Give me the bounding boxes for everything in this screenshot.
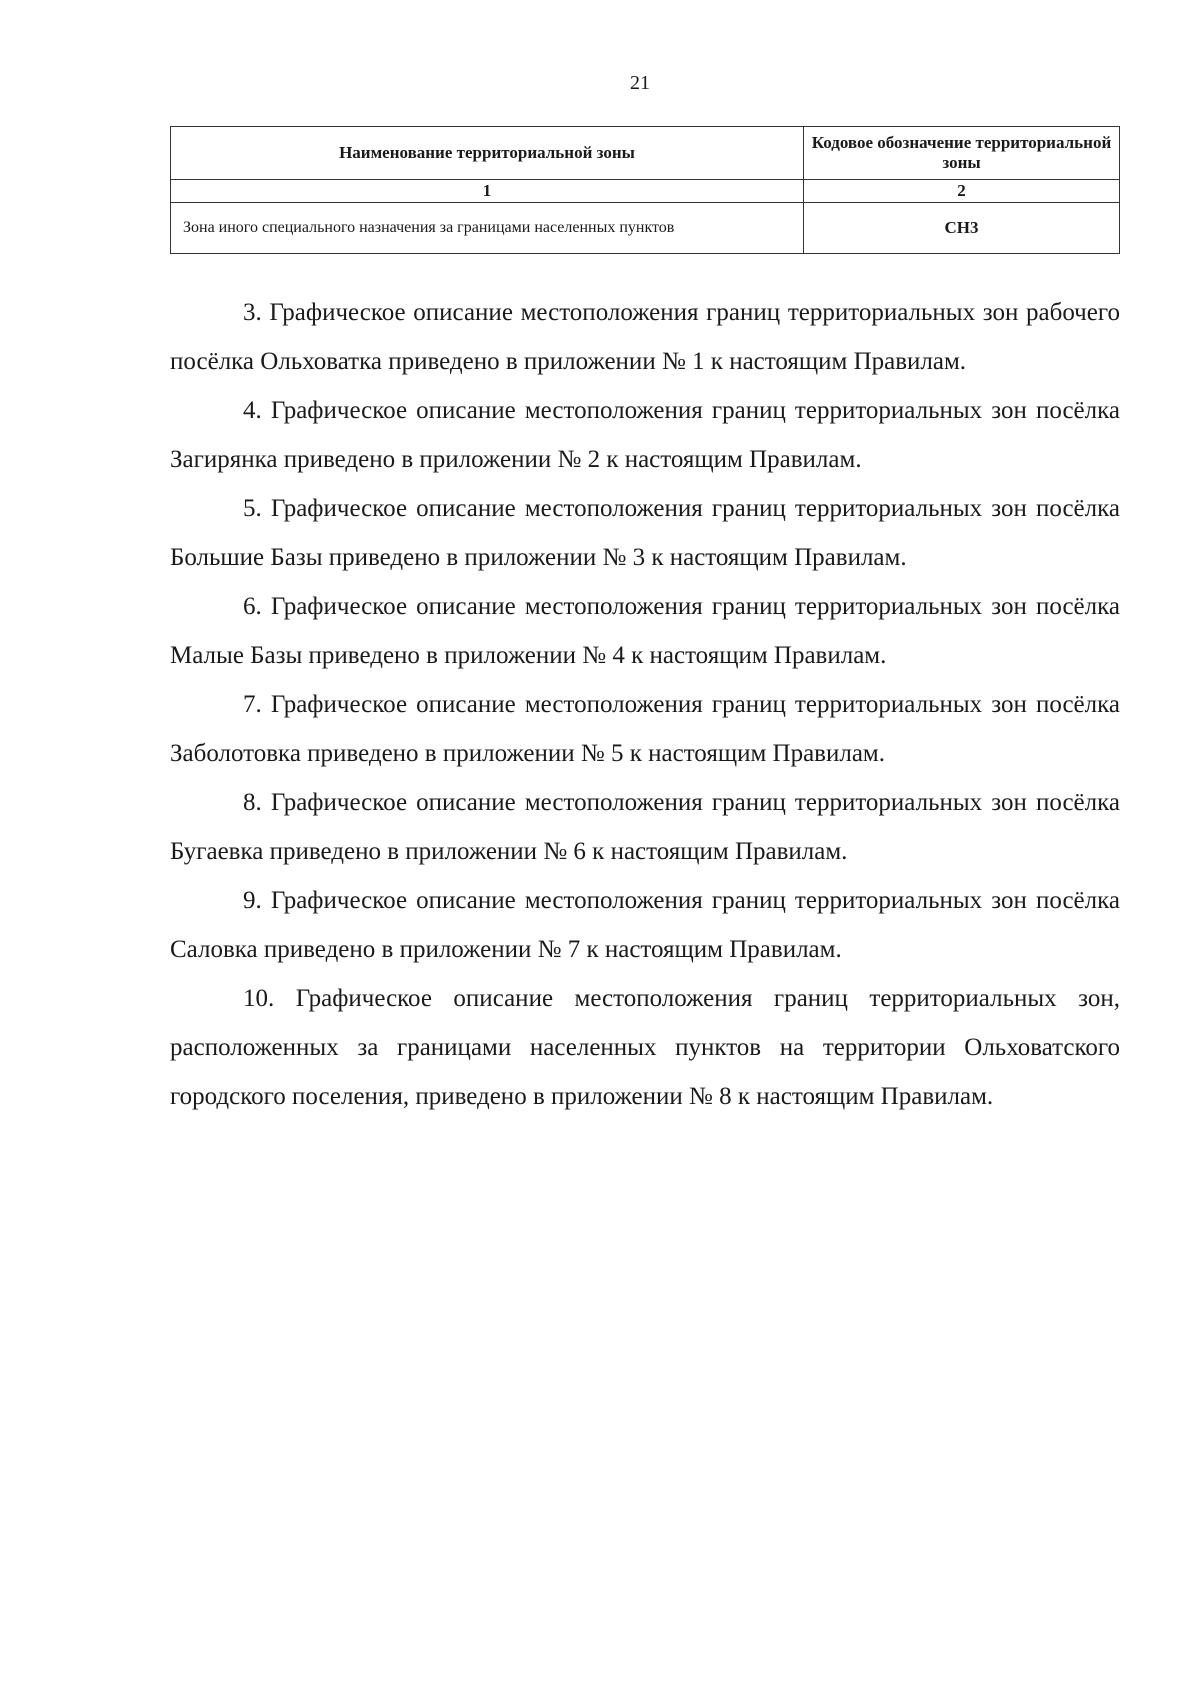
paragraph-3: 3. Графическое описание местоположения границ территориальных зон рабочего посёлка Ольховатка приведено в приложении № 1 к настоящим Правилам. [170, 299, 1120, 375]
table-column-numbers-row [171, 180, 1120, 203]
header-zone-code: Кодовое обозначение территориальной зоны [804, 127, 1120, 180]
table-row [171, 203, 1120, 254]
paragraph-10: 10. Графическое описание местоположения границ территориальных зон, расположенных за границами населенных пунктов на территории Ольховатского городского поселения, приведено в приложении № 8 к настоящим Правилам. [170, 985, 1120, 1110]
paragraph-7: 7. Графическое описание местоположения границ территориальных зон посёлка Заболотовка приведено в приложении № 5 к настоящим Правилам. [170, 691, 1120, 767]
paragraph-6: 6. Графическое описание местоположения границ территориальных зон посёлка Малые Базы приведено в приложении № 4 к настоящим Правилам. [170, 593, 1120, 669]
table-header-row [171, 127, 1120, 180]
paragraph-4: 4. Графическое описание местоположения границ территориальных зон посёлка Загирянка приведено в приложении № 2 к настоящим Правилам. [170, 397, 1120, 473]
column-number-1: 1 [171, 180, 804, 203]
territorial-zones-table [170, 126, 1120, 254]
page-number: 21 [630, 72, 650, 94]
paragraph-9: 9. Графическое описание местоположения границ территориальных зон посёлка Саловка приведено в приложении № 7 к настоящим Правилам. [170, 887, 1120, 963]
zone-name-cell: Зона иного специального назначения за границами населенных пунктов [171, 203, 804, 254]
header-zone-name: Наименование территориальной зоны [171, 127, 804, 180]
paragraph-8: 8. Графическое описание местоположения границ территориальных зон посёлка Бугаевка приведено в приложении № 6 к настоящим Правилам. [170, 789, 1120, 865]
column-number-2: 2 [804, 180, 1120, 203]
paragraph-5: 5. Графическое описание местоположения границ территориальных зон посёлка Большие Базы приведено в приложении № 3 к настоящим Правилам. [170, 495, 1120, 571]
zone-code-cell: СН3 [804, 203, 1120, 254]
body-text [170, 288, 1120, 1121]
